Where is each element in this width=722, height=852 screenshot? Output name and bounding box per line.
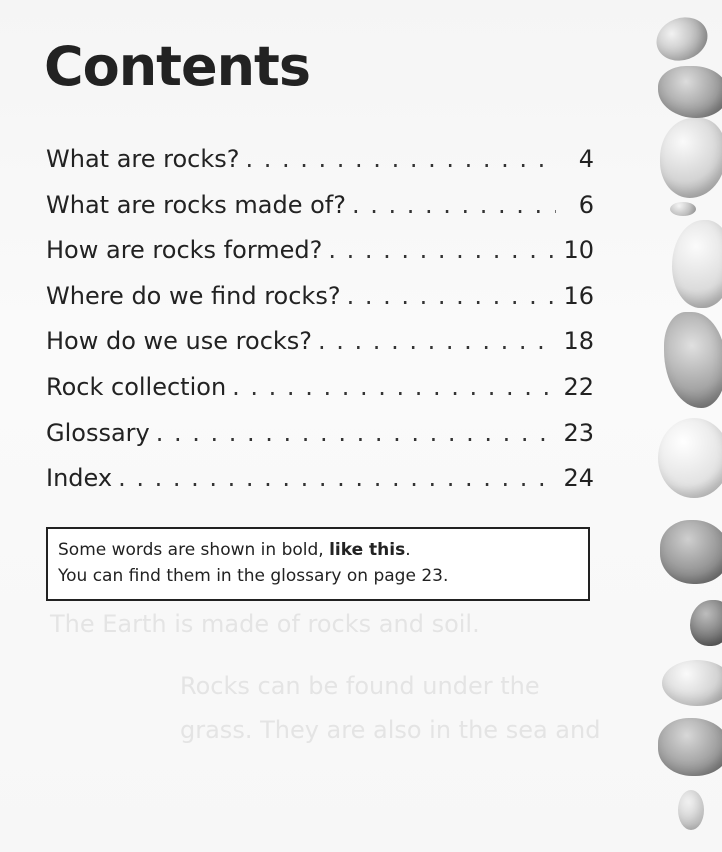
rock-photo-strip — [650, 0, 722, 852]
toc-entry-page: 24 — [563, 464, 594, 493]
toc-entry[interactable] — [46, 411, 594, 457]
rock-image — [650, 10, 713, 67]
toc-entry-page: 16 — [563, 281, 594, 310]
rock-image — [678, 790, 704, 830]
rock-image — [658, 418, 722, 498]
toc-entry[interactable] — [46, 183, 594, 229]
rock-image — [658, 66, 722, 118]
bleed-through-text: The Earth is made of rocks and soil. — [50, 610, 480, 638]
bleed-through-text: grass. They are also in the sea and — [180, 716, 601, 744]
bleed-through-text: Rocks can be found under the — [180, 672, 540, 700]
rock-image — [672, 220, 722, 308]
note-text: . — [405, 540, 411, 560]
dot-leader — [328, 228, 555, 274]
toc-entry-label: Glossary — [46, 418, 150, 447]
note-line-1 — [58, 537, 578, 563]
glossary-note-box — [46, 527, 590, 601]
toc-entry[interactable] — [46, 456, 594, 502]
rock-image — [660, 520, 722, 584]
toc-entry-label: Where do we find rocks? — [46, 281, 341, 310]
toc-entry-label: What are rocks made of? — [46, 190, 346, 219]
toc-entry[interactable] — [46, 137, 594, 183]
note-line-2: You can find them in the glossary on page 23. — [58, 566, 449, 586]
toc-entry-page: 4 — [578, 145, 594, 173]
toc-entry-page: 18 — [563, 327, 594, 356]
rock-image — [658, 718, 722, 776]
rock-image — [664, 312, 722, 408]
note-text: Some words are shown in bold, — [58, 540, 330, 560]
rock-image — [660, 118, 722, 198]
rock-image — [670, 202, 696, 216]
note-bold-example: like this — [329, 540, 406, 560]
toc-entry-page: 10 — [563, 236, 594, 265]
toc-entry-label: How do we use rocks? — [46, 327, 313, 356]
toc-entry[interactable] — [46, 228, 594, 274]
toc-entry-page: 23 — [563, 418, 594, 447]
page-title: Contents — [44, 35, 311, 98]
toc-entry-page: 6 — [578, 190, 594, 219]
toc-entry-page: 22 — [563, 372, 594, 401]
rock-image — [690, 600, 722, 646]
rock-image — [662, 660, 722, 706]
toc-entry-label: How are rocks formed? — [46, 236, 323, 265]
toc-entry-label: What are rocks? — [46, 145, 240, 173]
toc-entry[interactable] — [46, 274, 594, 320]
toc-entry[interactable] — [46, 365, 594, 411]
dot-leader — [347, 274, 556, 320]
dot-leader — [352, 183, 556, 229]
dot-leader — [232, 365, 555, 411]
dot-leader — [318, 319, 555, 365]
toc-entry-label: Rock collection — [46, 372, 227, 401]
table-of-contents — [46, 137, 594, 502]
toc-entry-label: Index — [46, 464, 113, 493]
dot-leader — [156, 411, 556, 457]
dot-leader — [246, 137, 557, 183]
dot-leader — [118, 456, 555, 502]
toc-entry[interactable] — [46, 319, 594, 365]
